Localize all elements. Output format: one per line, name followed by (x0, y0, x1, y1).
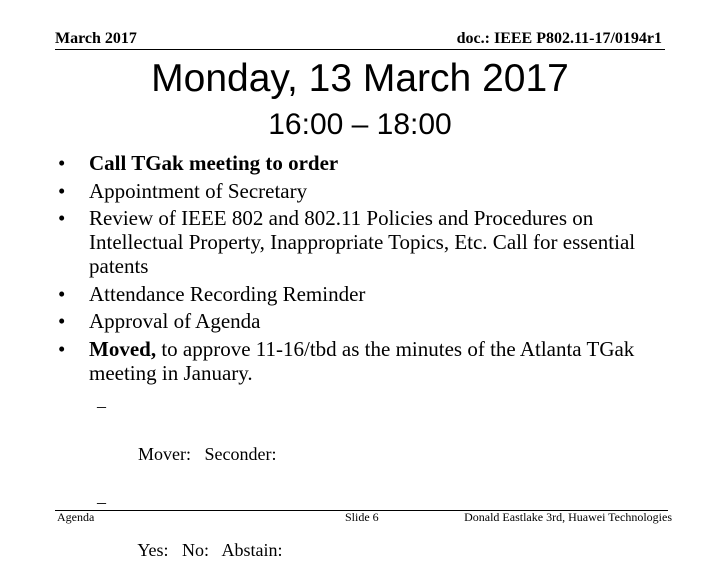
sub-list-item (97, 490, 283, 586)
header-rule (55, 49, 665, 50)
dash-icon: – (97, 492, 106, 512)
list-item (58, 337, 668, 385)
bullet-icon: • (58, 151, 66, 175)
dash-icon: – (97, 396, 106, 416)
bullet-text: to approve 11-16/tbd as the minutes of the Atlanta TGak meeting in January. (89, 336, 635, 385)
bullet-text: Attendance Recording Reminder (89, 281, 366, 306)
list-item (58, 282, 668, 306)
sub-bullet-list (97, 394, 283, 586)
header-date: March 2017 (55, 30, 137, 47)
slide-title: Monday, 13 March 2017 (151, 57, 569, 100)
sub-bullet-text: Yes: No: Abstain: (137, 540, 283, 560)
footer-slide-number: Slide 6 (345, 510, 379, 524)
bullet-icon: • (58, 178, 66, 203)
footer-section-label: Agenda (57, 510, 95, 524)
bullet-text: Review of IEEE 802 and 802.11 Policies and Procedures on Intellectual Property, Inappropriate Topics, Etc. Call for essential patents (89, 206, 636, 278)
sub-bullet-text: Mover: Seconder: (138, 444, 277, 464)
bullet-list (58, 151, 668, 388)
bullet-text: Appointment of Secretary (89, 178, 308, 203)
bullet-bold-text: Call TGak meeting to order (89, 151, 339, 175)
footer-author: Donald Eastlake 3rd, Huawei Technologies (464, 510, 672, 524)
slide-subtitle: 16:00 – 18:00 (268, 108, 452, 141)
list-item (58, 151, 668, 175)
list-item (58, 179, 668, 203)
bullet-text: Approval of Agenda (89, 309, 261, 333)
bullet-icon: • (58, 336, 66, 361)
bullet-icon: • (58, 281, 66, 306)
sub-list-item (97, 394, 283, 490)
header-doc-number: doc.: IEEE P802.11-17/0194r1 (456, 30, 662, 47)
list-item (58, 206, 668, 278)
bullet-icon: • (58, 309, 66, 333)
list-item (58, 309, 668, 333)
bullet-icon: • (58, 206, 66, 230)
bullet-bold-text: Moved, (89, 336, 157, 361)
